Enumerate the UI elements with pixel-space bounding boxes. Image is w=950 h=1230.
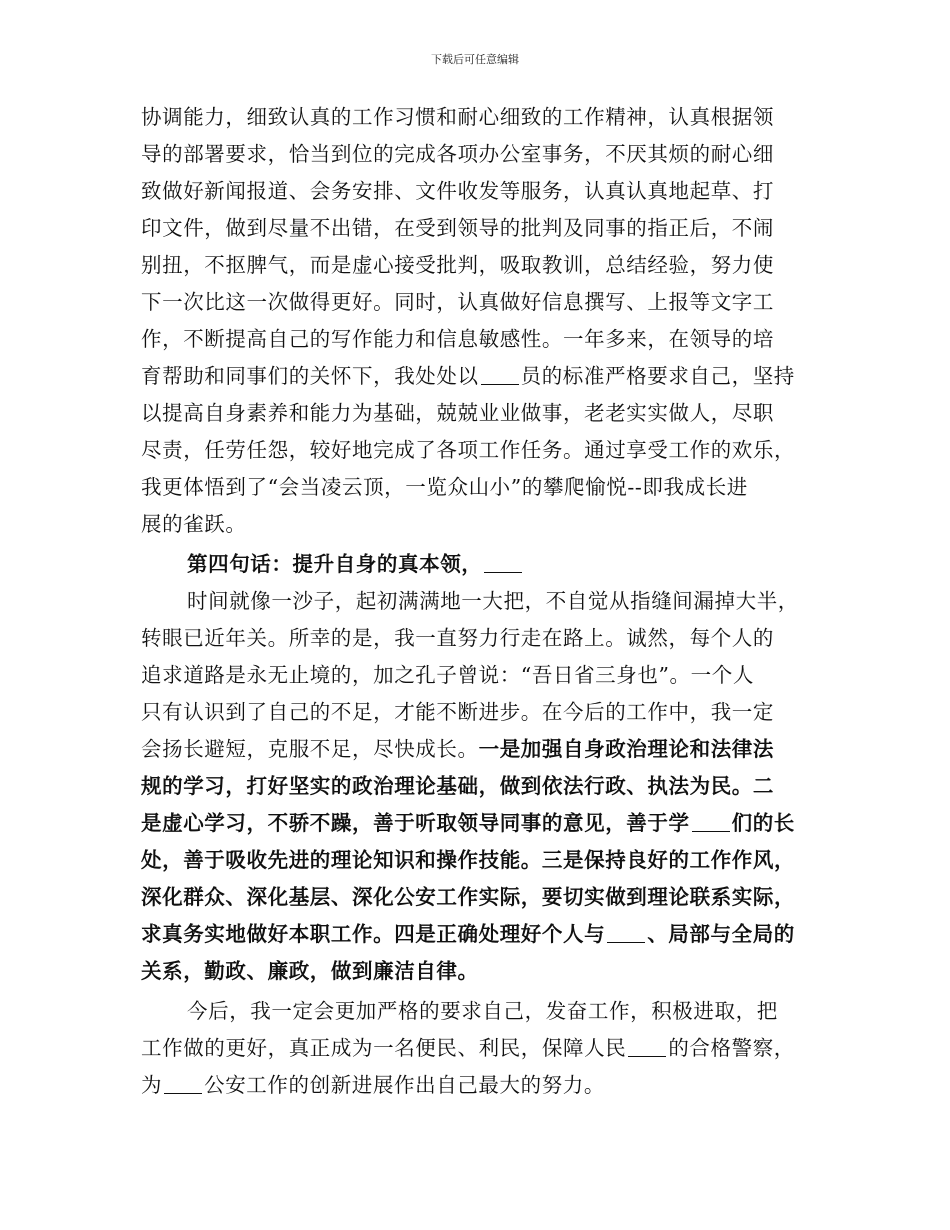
text-line: 处，善于吸收先进的理论知识和操作技能。三是保持良好的工作作风， <box>141 848 796 872</box>
text-segment: 员的标准严格要求自己，坚持 <box>520 364 795 388</box>
text-segment: 育帮助和同事们的关怀下，我处处以 <box>141 364 479 388</box>
text-segment: 会扬长避短，克服不足，尽快成长。 <box>141 737 479 761</box>
text-line <box>141 1067 841 1104</box>
text-line: 展的雀跃。 <box>141 512 247 536</box>
text-line <box>141 805 841 842</box>
text-segment: 工作做的更好，真正成为一名便民、利民，保障人民 <box>141 1036 627 1060</box>
text-line: 协调能力，细致认真的工作习惯和耐心细致的工作精神，认真根据领 <box>141 105 774 129</box>
text-line: 我更体悟到了“会当凌云顶，一览众山小”的攀爬愉悦--即我成长进 <box>141 475 748 499</box>
text-segment: 的合格警察， <box>668 1036 795 1060</box>
text-line: 今后，我一定会更加严格的要求自己，发奋工作，积极进取，把 <box>187 999 778 1023</box>
fill-blank <box>164 1073 202 1094</box>
section-heading <box>141 546 841 583</box>
text-line: 作，不断提高自己的写作能力和信息敏感性。一年多来，在领导的培 <box>141 327 774 351</box>
paragraph-3 <box>141 993 841 1104</box>
text-line: 以提高自身素养和能力为基础，兢兢业业做事，老老实实做人，尽职 <box>141 401 774 425</box>
document-body <box>141 99 841 1104</box>
text-line: 下一次比这一次做得更好。同时，认真做好信息撰写、上报等文字工 <box>141 290 774 314</box>
heading-text: 第四句话：提升自身的真本领， <box>187 552 483 576</box>
text-line <box>141 731 841 768</box>
text-line: 规的学习，打好坚实的政治理论基础，做到依法行政、执法为民。二 <box>141 774 774 798</box>
fill-blank <box>692 811 730 832</box>
text-line: 致做好新闻报道、会务安排、文件收发等服务，认真认真地起草、打 <box>141 179 774 203</box>
text-segment: 是虚心学习，不骄不躁，善于听取领导同事的意见，善于学 <box>141 811 690 835</box>
text-line: 追求道路是永无止境的，加之孔子曾说：“吾日省三身也”。一个人 <box>141 663 754 687</box>
fill-blank <box>481 364 519 385</box>
text-line <box>141 916 841 953</box>
text-line: 只有认识到了自己的不足，才能不断进步。在今后的工作中，我一定 <box>141 700 774 724</box>
page-header: 下载后可任意编辑 <box>431 53 519 66</box>
text-segment: 公安工作的创新进展作出自己最大的努力。 <box>204 1073 606 1097</box>
text-segment: 为 <box>141 1073 163 1097</box>
text-line: 时间就像一沙子，起初满满地一大把，不自觉从指缝间漏掉大半， <box>187 589 799 613</box>
fill-blank <box>607 922 645 943</box>
text-line: 尽责，任劳任怨，较好地完成了各项工作任务。通过享受工作的欢乐， <box>141 438 796 462</box>
text-line: 别扭，不抠脾气，而是虚心接受批判，吸取教训，总结经验，努力使 <box>141 253 774 277</box>
text-segment: 们的长 <box>731 811 795 835</box>
fill-blank <box>628 1036 666 1057</box>
text-line: 转眼已近年关。所幸的是，我一直努力行走在路上。诚然，每个人的 <box>141 626 774 650</box>
text-line: 深化群众、深化基层、深化公安工作实际，要切实做到理论联系实际， <box>141 885 796 909</box>
text-line <box>141 358 841 395</box>
text-segment: 求真务实地做好本职工作。四是正确处理好个人与 <box>141 922 606 946</box>
text-line: 关系，勤政、廉政，做到廉洁自律。 <box>141 959 479 983</box>
paragraph-1 <box>141 99 841 543</box>
text-segment: 、局部与全局的 <box>647 922 795 946</box>
fill-blank <box>484 552 522 573</box>
text-line: 导的部署要求，恰当到位的完成各项办公室事务，不厌其烦的耐心细 <box>141 142 774 166</box>
text-line <box>141 1030 841 1067</box>
text-line: 印文件，做到尽量不出错，在受到领导的批判及同事的指正后，不闹 <box>141 216 774 240</box>
bold-text-segment: 一是加强自身政治理论和法律法 <box>478 737 775 761</box>
paragraph-2 <box>141 583 841 990</box>
